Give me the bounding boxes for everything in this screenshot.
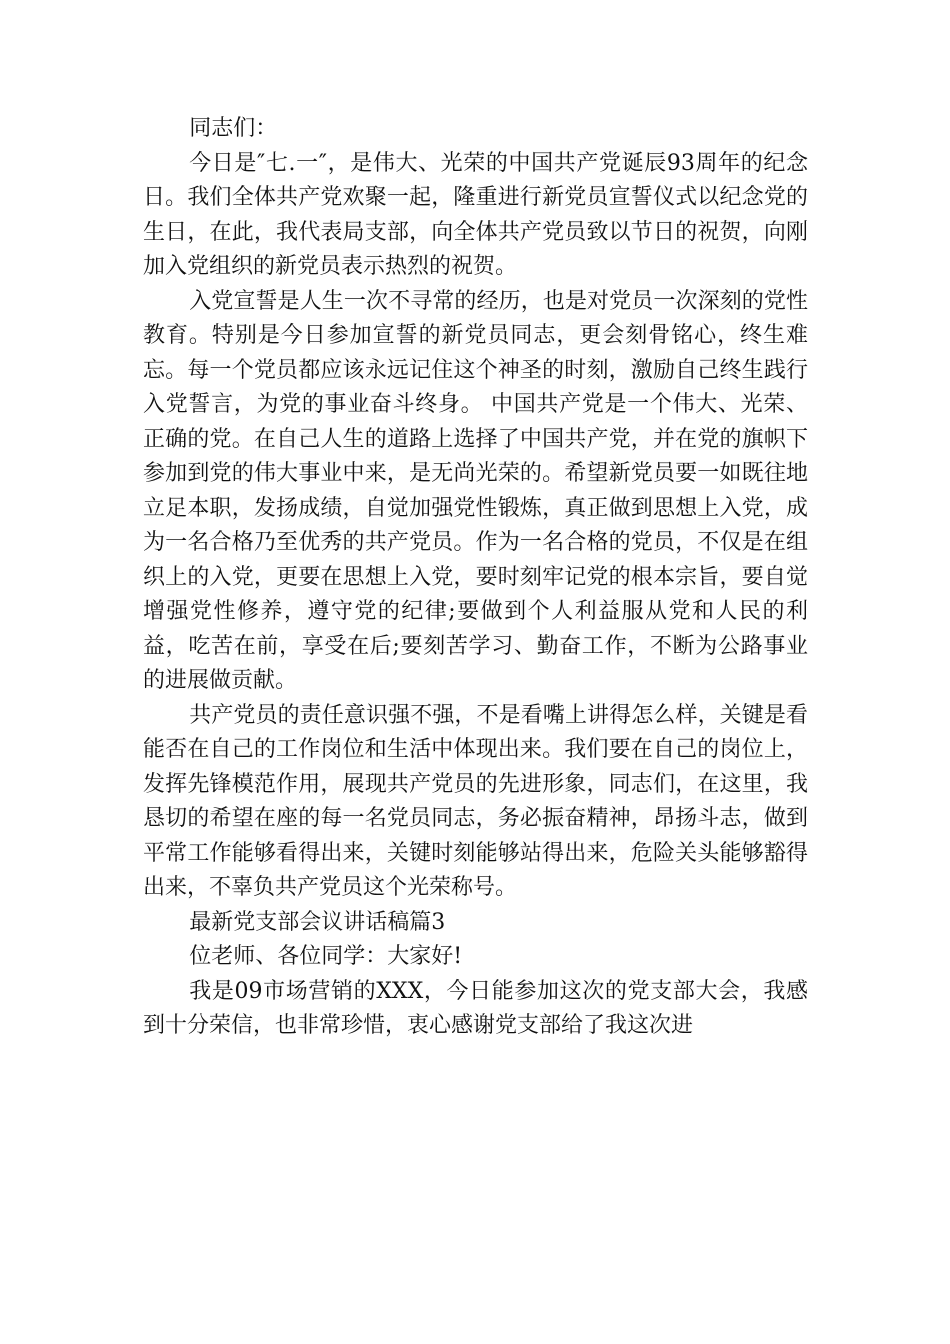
paragraph-anniversary: 今日是″七.一″，是伟大、光荣的中国共产党诞辰93周年的纪念日。我们全体共产党欢聚一起，隆重进行新党员宣誓仪式以纪念党的生日，在此，我代表局支部，向全体共产党员致以节日的祝贺，向刚加入党组织的新党员表示热烈的祝贺。 bbox=[143, 150, 808, 279]
paragraph-oath: 入党宣誓是人生一次不寻常的经历，也是对党员一次深刻的党性教育。特别是今日参加宣誓的新党员同志，更会刻骨铭心，终生难忘。每一个党员都应该永远记住这个神圣的时刻，激励自己终生践行入党誓言，为党的事业奋斗终身。 中国共产党是一个伟大、光荣、正确的党。在自己人生的道路上选择了中国共产党，并在党的旗帜下参加到党的伟大事业中来，是无尚光荣的。希望新党员要一如既往地立足本职，发扬成绩，自觉加强党性锻炼，真正做到思想上入党，成为一名合格乃至优秀的共产党员。作为一名合格的党员，不仅是在组织上的入党，更要在思想上入党，要时刻牢记党的根本宗旨，要自觉增强党性修养，遵守党的纪律;要做到个人利益服从党和人民的利益，吃苦在前，享受在后;要刻苦学习、勤奋工作，不断为公路事业的进展做贡献。 bbox=[143, 288, 808, 693]
section-heading: 最新党支部会议讲话稿篇3 bbox=[189, 909, 446, 935]
greeting: 位老师、各位同学：大家好! bbox=[189, 944, 463, 969]
paragraph-introduction: 我是09市场营销的XXX，今日能参加这次的党支部大会，我感到十分荣信，也非常珍惜，衷心感谢党支部给了我这次进 bbox=[143, 978, 808, 1038]
paragraph-responsibility: 共产党员的责任意识强不强，不是看嘴上讲得怎么样，关键是看能否在自己的工作岗位和生活中体现出来。我们要在自己的岗位上，发挥先锋模范作用，展现共产党员的先进形象，同志们，在这里，我恳切的希望在座的每一名党员同志，务必振奋精神，昂扬斗志，做到平常工作能够看得出来，关键时刻能够站得出来，危险关头能够豁得出来，不辜负共产党员这个光荣称号。 bbox=[143, 702, 808, 900]
salutation: 同志们： bbox=[189, 116, 278, 141]
document-body bbox=[143, 112, 808, 1044]
